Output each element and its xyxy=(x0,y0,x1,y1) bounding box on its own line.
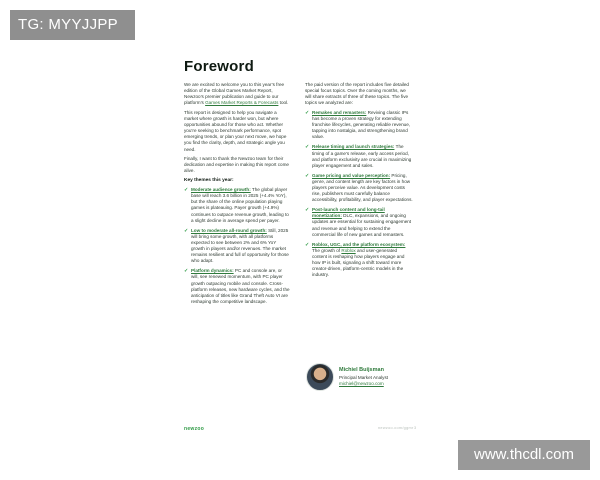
checkmark-icon: ✓ xyxy=(305,241,310,248)
newzoo-logo: newzoo xyxy=(184,426,205,432)
watermark-top-left: TG: MYYJJPP xyxy=(10,10,135,40)
list-item xyxy=(184,187,290,224)
paragraph-2: This report is designed to help you navigate a market where growth is harder won, but where opportunities abound for those who act. Whether you’re seeking to benchmark performance, spot emerging trends, or plan your next move, we hope you find the clarity, depth, and strategic angle you need. xyxy=(184,109,287,152)
games-market-reports-link[interactable]: Games Market Reports & Forecasts xyxy=(205,100,279,106)
bullet-heading: Low to moderate all-round growth: xyxy=(191,227,267,233)
bullet-heading: Post-launch content and long-tail monetization: xyxy=(312,207,385,219)
list-item xyxy=(305,144,413,168)
bullet-text: The timing of a game’s release, early access period, and platform exclusivity are crucial in maximizing player engagement and sales. xyxy=(312,144,412,168)
author-name: Michiel Buijsman xyxy=(339,367,384,373)
right-intro: The paid version of the report includes five detailed special focus topics. Over the coming months, we will share extracts of three of these topics. The five topics we analyzed are: xyxy=(305,82,409,106)
intro-text-end: tool. xyxy=(278,100,289,106)
bullet-text-end: and user-generated content is reshaping how players engage and how IP is built, signaling a shift toward more creator-driven, platform-centric models in the industry. xyxy=(312,247,405,278)
page-number: 3 xyxy=(414,426,417,430)
roblox-link[interactable]: Roblox xyxy=(341,247,356,253)
checkmark-icon: ✓ xyxy=(305,144,310,151)
watermark-bottom-right: www.thcdl.com xyxy=(458,440,590,470)
bullet-heading: Roblox, UGC, and the platform ecosystem: xyxy=(312,241,406,247)
author-email-link[interactable]: michiel@newzoo.com xyxy=(339,381,384,386)
footer-url: newzoo.com/ggmr xyxy=(378,426,414,430)
bullet-text: Still, 2025 will bring some growth, with all platforms expected to see between 2% and 6% YoY growth in players and/or revenues. The market remains resilient and full of opportunity for those who adapt. xyxy=(191,227,289,264)
bullet-text: The global player base will reach 3.6 billion in 2025 (+4.4% YoY), but the share of the online population playing games is plateauing. Payer growth (+4.9%) continues to outpace revenue growth, leading to a slight decline in average spend per payer. xyxy=(191,187,289,223)
bullet-heading: Remakes and remasters: xyxy=(312,109,367,115)
intro-paragraph xyxy=(184,82,290,106)
document-page xyxy=(160,40,432,440)
list-item xyxy=(305,207,413,237)
list-item xyxy=(184,228,290,265)
list-item xyxy=(305,110,413,140)
intro-text: We are excited to welcome you to this year’s free edition of the Global Games Market Report, Newzoo’s premier publication and guide to our platform’s xyxy=(184,82,285,106)
bullet-heading: Platform dynamics: xyxy=(191,268,234,274)
paragraph-3: Finally, I want to thank the Newzoo team for their dedication and expertise in making this report come alive. xyxy=(184,156,289,174)
bullet-heading: Game pricing and value perception: xyxy=(312,172,391,178)
list-item xyxy=(305,173,413,203)
author-role: Principal Market Analyst xyxy=(339,375,389,380)
bullet-text: DLC, expansions, and ongoing updates are essential for sustaining engagement and revenue and helping to extend the commercial life of new games and remasters. xyxy=(312,213,412,237)
right-column xyxy=(305,82,413,282)
page-title: Foreword xyxy=(184,58,254,75)
key-themes-heading: Key themes this year: xyxy=(184,178,234,184)
bullet-text: Reviving classic IPs has become a proven strategy for extending franchise lifecycles, generating reliable revenue, tapping into nostalgia, and strengthening brand value. xyxy=(312,109,411,140)
checkmark-icon: ✓ xyxy=(184,227,189,234)
bullet-text: The growth of xyxy=(312,247,342,253)
checkmark-icon: ✓ xyxy=(184,187,189,194)
checkmark-icon: ✓ xyxy=(305,207,310,214)
checkmark-icon: ✓ xyxy=(184,268,189,275)
bullet-heading: Moderate audience growth: xyxy=(191,187,251,193)
checkmark-icon: ✓ xyxy=(305,109,310,116)
bullet-heading: Release timing and launch strategies: xyxy=(312,144,395,150)
checkmark-icon: ✓ xyxy=(305,172,310,179)
bullet-text: PC and console are, or will, see renewed momentum, with PC player growth outpacing mobile and console. Cross-platform releases, new hardware cycles, and the anticipation of titles like Grand Theft Auto VI are reshaping the competitive landscape. xyxy=(191,268,290,304)
list-item xyxy=(305,242,413,279)
avatar xyxy=(306,363,334,391)
bullet-text: Pricing, genre, and content length are key factors in how players perceive value. As development costs rise, publishers must carefully balance accessibility, profitability, and player expectations. xyxy=(312,172,413,203)
author-block xyxy=(306,363,426,393)
list-item xyxy=(184,268,290,305)
left-column xyxy=(184,82,290,309)
